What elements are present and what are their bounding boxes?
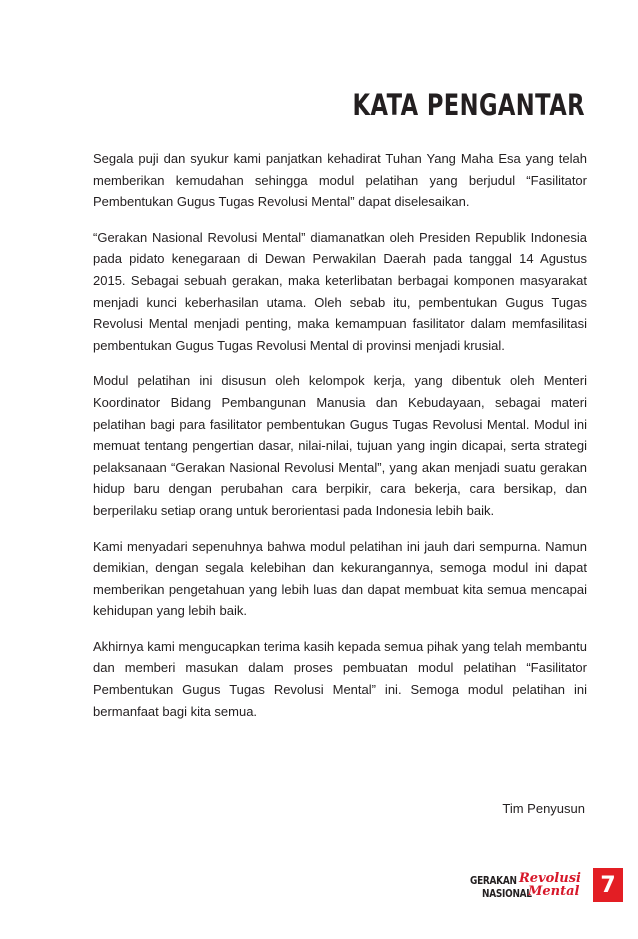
logo-nasional-text: NASIONAL — [482, 888, 532, 900]
paragraph-5: Akhirnya kami mengucapkan terima kasih kepada semua pihak yang telah membantu dan memberi masukan dalam proses pembuatan modul pelatihan “Fasilitator Pembentukan Gugus Tugas Revolusi Mental” ini. Semoga modul pelatihan ini bermanfaat bagi kita semua. — [93, 638, 587, 719]
paragraph-2: “Gerakan Nasional Revolusi Mental” diamanatkan oleh Presiden Republik Indonesia pada pidato kenegaraan di Dewan Perwakilan Daerah pada tanggal 14 Agustus 2015. Sebagai sebuah gerakan, maka keterlibatan berbagai komponen masyarakat menjadi kunci keberhasilan utama. Oleh sebab itu, pembentukan Gugus Tugas Revolusi Mental menjadi penting, maka kemampuan fasilitator dalam memfasilitasi pembentukan Gugus Tugas Revolusi Mental di provinsi menjadi krusial. — [93, 229, 587, 353]
logo-gerakan-text: GERAKAN — [470, 875, 517, 887]
logo-revolusi-text: Revolusi — [519, 871, 581, 886]
logo-mental-text: Mental — [528, 884, 580, 899]
gerakan-nasional-revolusi-mental-logo — [470, 871, 590, 903]
page-number: 7 — [593, 868, 623, 902]
signature: Tim Penyusun — [502, 801, 585, 816]
body-text — [93, 148, 587, 736]
paragraph-4: Kami menyadari sepenuhnya bahwa modul pelatihan ini jauh dari sempurna. Namun demikian, dengan segala kelebihan dan kekurangannya, semoga modul ini dapat memberikan pengetahuan yang lebih luas dan dapat membuat kita semua mencapai kehidupan yang lebih baik. — [93, 538, 587, 619]
paragraph-3: Modul pelatihan ini disusun oleh kelompok kerja, yang dibentuk oleh Menteri Koordinator Bidang Pembangunan Manusia dan Kebudayaan, sebagai materi pelatihan bagi para fasilitator pembentukan Gugus Tugas Revolusi Mental. Modul ini memuat tentang pengertian dasar, nilai-nilai, tujuan yang ingin dicapai, serta strategi pelaksanaan “Gerakan Nasional Revolusi Mental”, yang akan menjadi suatu gerakan hidup baru dengan perubahan cara berpikir, cara bekerja, cara bersikap, dan berperilaku setiap orang untuk berorientasi pada Indonesia lebih baik. — [93, 373, 587, 518]
page-title: KATA PENGANTAR — [352, 88, 585, 122]
paragraph-1: Segala puji dan syukur kami panjatkan kehadirat Tuhan Yang Maha Esa yang telah memberikan kemudahan sehingga modul pelatihan yang berjudul “Fasilitator Pembentukan Gugus Tugas Revolusi Mental” dapat diselesaikan. — [93, 151, 587, 210]
